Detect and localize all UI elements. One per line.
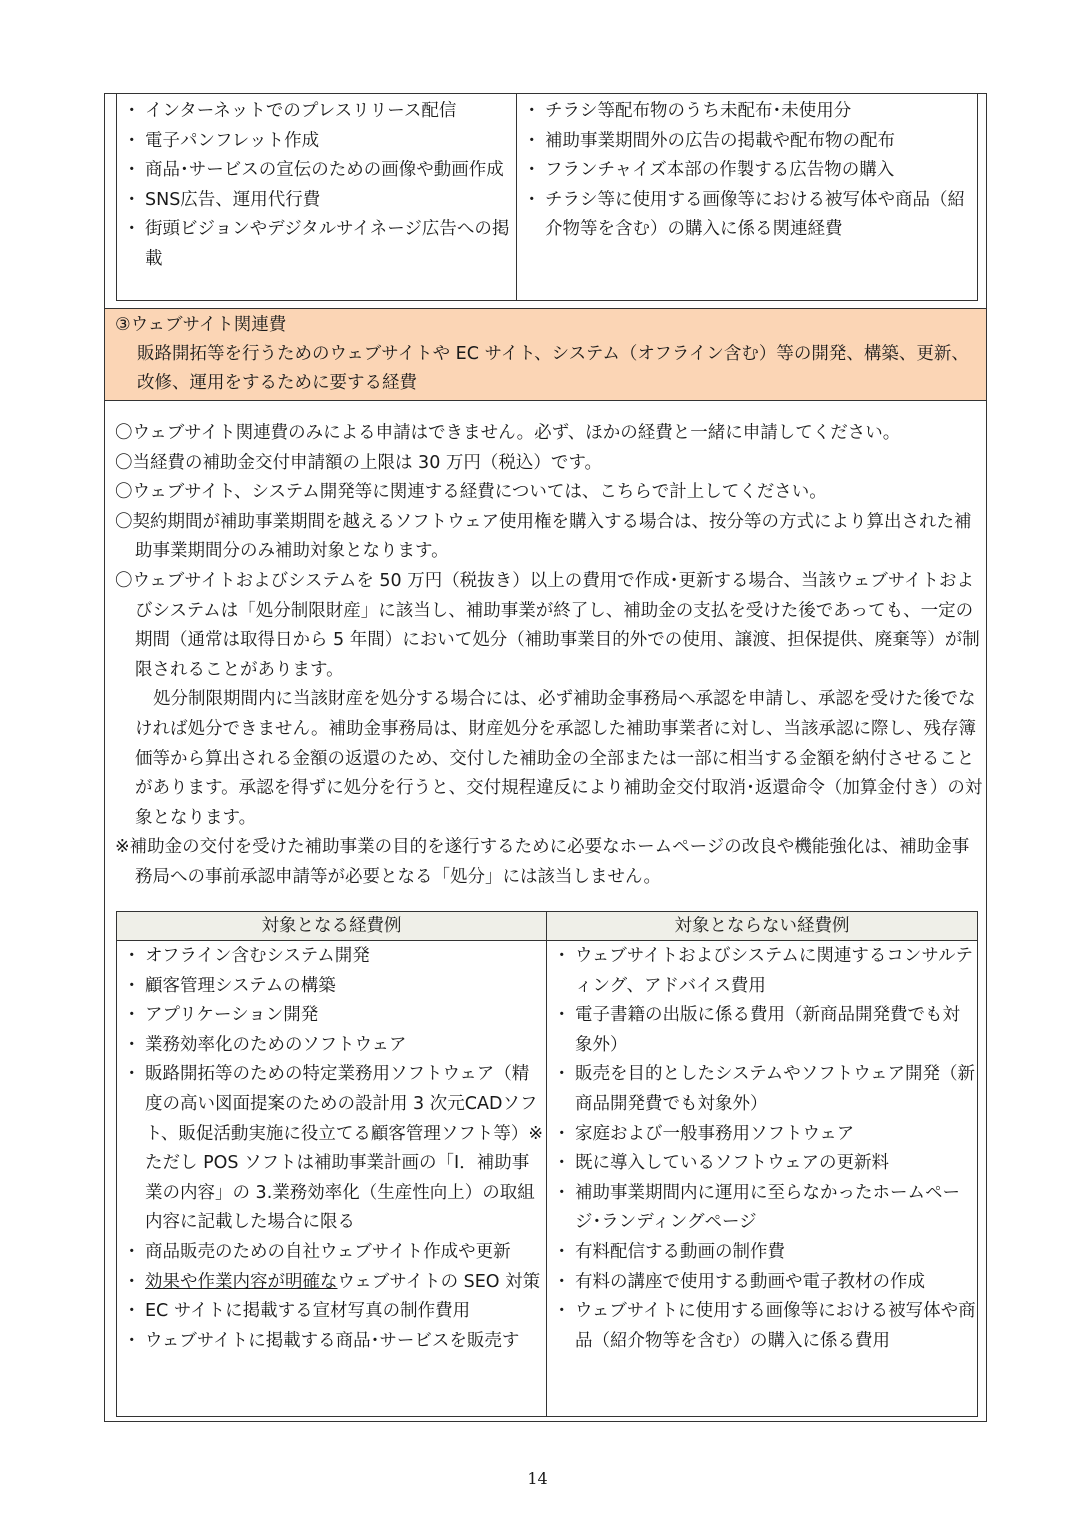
note-paragraph: 〇ウェブサイトおよびシステムを 50 万円（税抜き）以上の費用で作成･更新する場合、当該ウェブサイトおよびシステムは「処分制限財産」に該当し、補助事業が終了し、補助金の支払を受けた後であっても、一定の期間（通常は取得日から 5 年間）において処分（補助事業目的外での使用、譲渡、担保提供、廃棄等）が制限されることがあります。 bbox=[115, 570, 980, 680]
list-item: ・ フランチャイズ本部の作製する広告物の購入 bbox=[523, 160, 895, 181]
list-item: ・ 商品･サービスの宣伝のための画像や動画作成 bbox=[123, 160, 504, 181]
list-item: ・ EC サイトに掲載する宣材写真の制作費用 bbox=[123, 1301, 471, 1322]
list-item: ・ 電子書籍の出版に係る費用（新商品開発費でも対象外） bbox=[553, 1005, 960, 1055]
eligible-column bbox=[117, 941, 547, 1417]
list-item: ・ 電子パンフレット作成 bbox=[123, 130, 320, 151]
page-number: 14 bbox=[527, 1469, 548, 1488]
top-expense-table bbox=[116, 93, 978, 301]
list-item: ・ SNS広告、運用代行費 bbox=[123, 189, 321, 210]
list-item: ・ 顧客管理システムの構築 bbox=[123, 975, 336, 996]
list-item: ・ 業務効率化のためのソフトウェア bbox=[123, 1034, 407, 1055]
underlined-text: 効果や作業内容が明確な bbox=[145, 1271, 338, 1292]
list-item: ・ オフライン含むシステム開発 bbox=[123, 946, 370, 966]
list-item: ・ 既に導入しているソフトウェアの更新料 bbox=[553, 1153, 889, 1174]
note-paragraph: 〇ウェブサイト、システム開発等に関連する経費については、こちらで計上してください。 bbox=[115, 482, 827, 503]
note-continuation: 処分制限期間内に当該財産を処分する場合には、必ず補助金事務局へ承認を申請し、承認を受けた後でなければ処分できません。補助金事務局は、財産処分を承認した補助事業者に対し、当該承認に際し、残存簿価等から算出される金額の返還のため、交付した補助金の全部または一部に相当する金額を納付させることがあります。承認を得ずに処分を行うと、交付規程違反により補助金交付取消･返還命令（加算金付き）の対象となります。 bbox=[135, 689, 983, 828]
list-item: ・ 街頭ビジョンやデジタルサイネージ広告への掲載 bbox=[123, 219, 510, 269]
list-item: ・ チラシ等に使用する画像等における被写体や商品（紹介物等を含む）の購入に係る関連経費 bbox=[523, 189, 965, 240]
list-item: ・ チラシ等配布物のうち未配布･未使用分 bbox=[523, 101, 852, 121]
list-item: ・ ウェブサイトに掲載する商品･サービスを販売す bbox=[123, 1330, 520, 1351]
section-header bbox=[105, 308, 986, 401]
note-paragraph: 〇当経費の補助金交付申請額の上限は 30 万円（税込）です。 bbox=[115, 452, 602, 473]
table-header-row bbox=[117, 912, 977, 941]
list-item: ・ 販路開拓等のための特定業務用ソフトウェア（精度の高い図面提案のための設計用 3 次元CADソフト、販促活動実施に役立てる顧客管理ソフト等）※ただし POS ソフトは補助事業計画の「Ⅰ．補助事業の内容」の 3.業務効率化（生産性向上）の取組内容に記載した場合に限る bbox=[123, 1064, 544, 1233]
top-table-right-column bbox=[517, 93, 977, 300]
list-item: ・ 効果や作業内容が明確なウェブサイトの SEO 対策 bbox=[123, 1271, 541, 1292]
list-item: ・ 家庭および一般事務用ソフトウェア bbox=[553, 1123, 855, 1144]
section-description: 販路開拓等を行うためのウェブサイトや EC サイト、システム（オフライン含む）等の開発、構築、更新、改修、運用をするために要する経費 bbox=[137, 344, 969, 393]
notes-block bbox=[115, 419, 983, 893]
list-item: ・ 販売を目的としたシステムやソフトウェア開発（新商品開発費でも対象外） bbox=[553, 1064, 976, 1114]
ineligible-column bbox=[547, 941, 977, 1417]
list-item: ・ アプリケーション開発 bbox=[123, 1005, 319, 1026]
list-item: ・ 補助事業期間内に運用に至らなかったホームページ･ランディングページ bbox=[553, 1182, 960, 1233]
list-item: ・ 有料配信する動画の制作費 bbox=[553, 1241, 785, 1262]
expense-example-table bbox=[116, 911, 978, 1417]
top-table-left-column bbox=[117, 93, 517, 300]
list-item: ・ 補助事業期間外の広告の掲載や配布物の配布 bbox=[523, 130, 895, 151]
table-body-row bbox=[117, 941, 977, 1417]
list-item: ・ ウェブサイトに使用する画像等における被写体や商品（紹介物等を含む）の購入に係る費用 bbox=[553, 1301, 976, 1351]
header-eligible: 対象となる経費例 bbox=[117, 912, 547, 940]
note-paragraph: 〇契約期間が補助事業期間を越えるソフトウェア使用権を購入する場合は、按分等の方式により算出された補助事業期間分のみ補助対象となります。 bbox=[115, 511, 972, 562]
list-item: ・ ウェブサイトおよびシステムに関連するコンサルティング、アドバイス費用 bbox=[553, 946, 973, 996]
list-item: ・ 商品販売のための自社ウェブサイト作成や更新 bbox=[123, 1241, 511, 1262]
note-asterisk: ※補助金の交付を受けた補助事業の目的を遂行するために必要なホームページの改良や機能強化は、補助金事務局への事前承認申請等が必要となる「処分」には該当しません。 bbox=[115, 837, 970, 887]
section-title: ③ウェブサイト関連費 bbox=[115, 315, 287, 335]
list-item: ・ インターネットでのプレスリリース配信 bbox=[123, 101, 457, 121]
note-paragraph: 〇ウェブサイト関連費のみによる申請はできません。必ず、ほかの経費と一緒に申請してください。 bbox=[115, 423, 901, 443]
list-item: ・ 有料の講座で使用する動画や電子教材の作成 bbox=[553, 1271, 925, 1292]
header-ineligible: 対象とならない経費例 bbox=[674, 916, 850, 936]
